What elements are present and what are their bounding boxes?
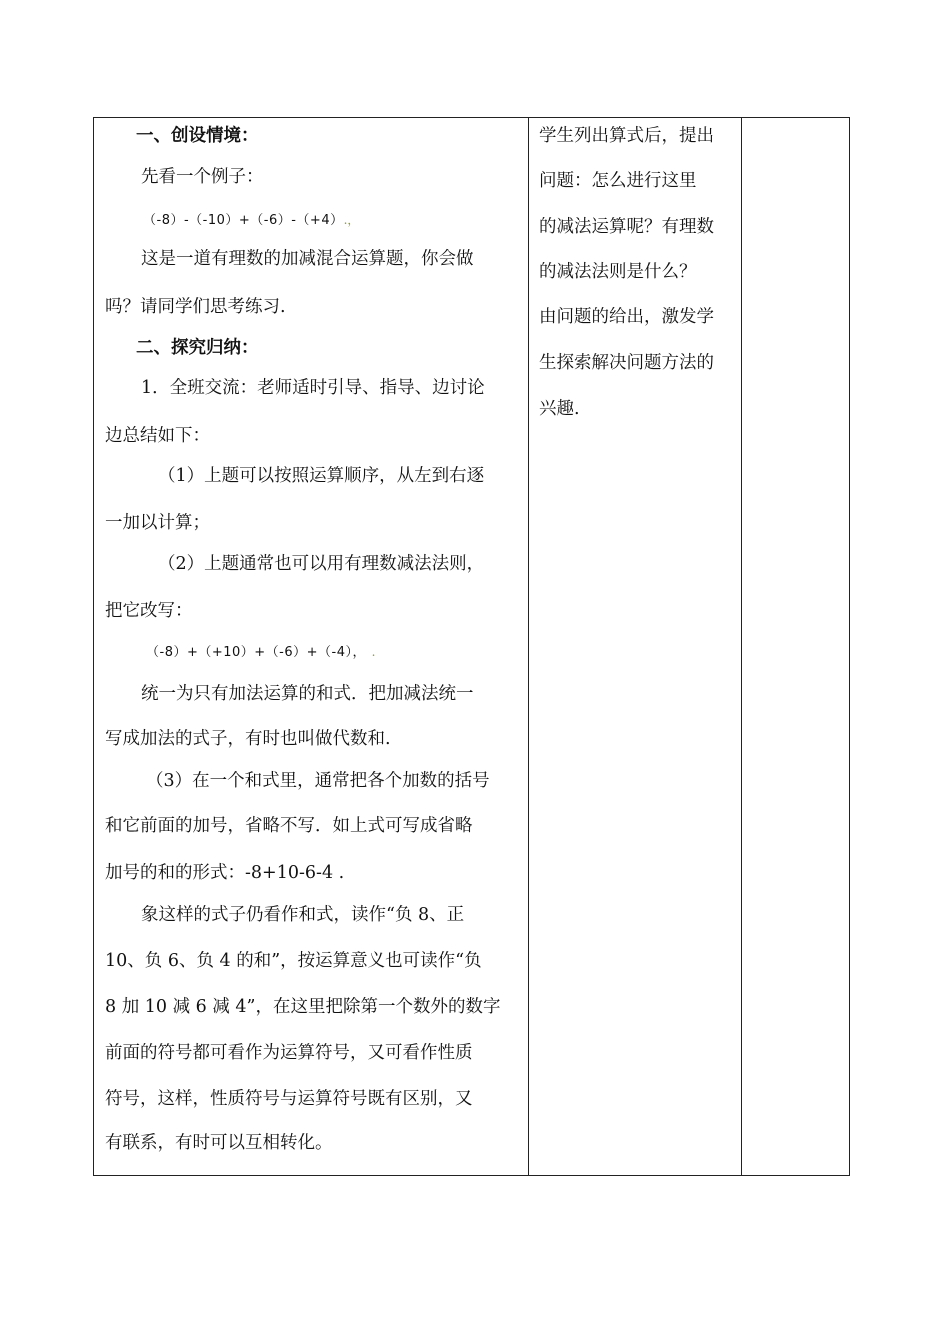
read-line-4: 前面的符号都可看作为运算符号，又可看作性质 <box>105 1043 473 1063</box>
note-line-2: 问题：怎么进行这里 <box>539 171 697 191</box>
empty-cell <box>742 118 850 1176</box>
step1-line-1: 1．全班交流：老师适时引导、指导、边讨论 <box>141 378 485 398</box>
rewrite-expr: （-8）+（+10）+（-6）+（-4）， <box>146 645 366 660</box>
rewrite-expression <box>146 638 375 666</box>
item3-line-3: 加号的和的形式：-8+10-6-4 . <box>105 863 345 883</box>
item1-line-1: （1）上题可以按照运算顺序，从左到右逐 <box>158 466 485 486</box>
item3-line-2: 和它前面的加号，省略不写．如上式可写成省略 <box>105 816 473 836</box>
note-line-3: 的减法运算呢？有理数 <box>539 217 714 237</box>
question-line-2: 吗？请同学们思考练习. <box>105 297 286 317</box>
read-line-5: 符号，这样，性质符号与运算符号既有区别，又 <box>105 1089 473 1109</box>
unify-line-1: 统一为只有加法运算的和式．把加减法统一 <box>141 684 474 704</box>
item2-line-2: 把它改写： <box>105 601 193 621</box>
unify-line-2: 写成加法的式子，有时也叫做代数和. <box>105 729 391 749</box>
intro-text: 先看一个例子： <box>141 167 264 187</box>
note-line-7: 兴趣. <box>539 399 580 419</box>
read-line-1: 象这样的式子仍看作和式，读作“负 8、正 <box>141 905 465 925</box>
item2-line-1: （2）上题通常也可以用有理数减法法则， <box>158 554 485 574</box>
table-row <box>94 118 850 1176</box>
step1-line-2: 边总结如下： <box>105 426 210 446</box>
section1-heading: 一、创设情境： <box>136 126 259 146</box>
section2-heading: 二、探究归纳： <box>136 338 259 358</box>
read-line-2: 10、负 6、负 4 的和”，按运算意义也可读作“负 <box>105 951 482 971</box>
note-line-4: 的减法法则是什么？ <box>539 262 697 282</box>
example-expr: （-8）-（-10）+（-6）-（+4） <box>143 213 344 228</box>
note-line-5: 由问题的给出，激发学 <box>539 307 714 327</box>
lesson-table <box>93 117 850 1176</box>
read-line-6: 有联系，有时可以互相转化。 <box>105 1133 333 1153</box>
item3-line-1: （3）在一个和式里，通常把各个加数的括号 <box>146 771 490 791</box>
question-line-1: 这是一道有理数的加减混合运算题，你会做 <box>141 249 474 269</box>
item1-line-2: 一加以计算； <box>105 513 210 533</box>
rewrite-tail: . <box>371 645 376 659</box>
read-line-3: 8 加 10 减 6 减 4”，在这里把除第一个数外的数字 <box>105 997 501 1017</box>
teaching-content-cell <box>94 118 529 1176</box>
note-line-1: 学生列出算式后，提出 <box>539 126 714 146</box>
design-intent-cell <box>529 118 742 1176</box>
note-line-6: 生探索解决问题方法的 <box>539 353 714 373</box>
example-tail: .， <box>343 213 360 227</box>
example-expression <box>143 206 359 234</box>
